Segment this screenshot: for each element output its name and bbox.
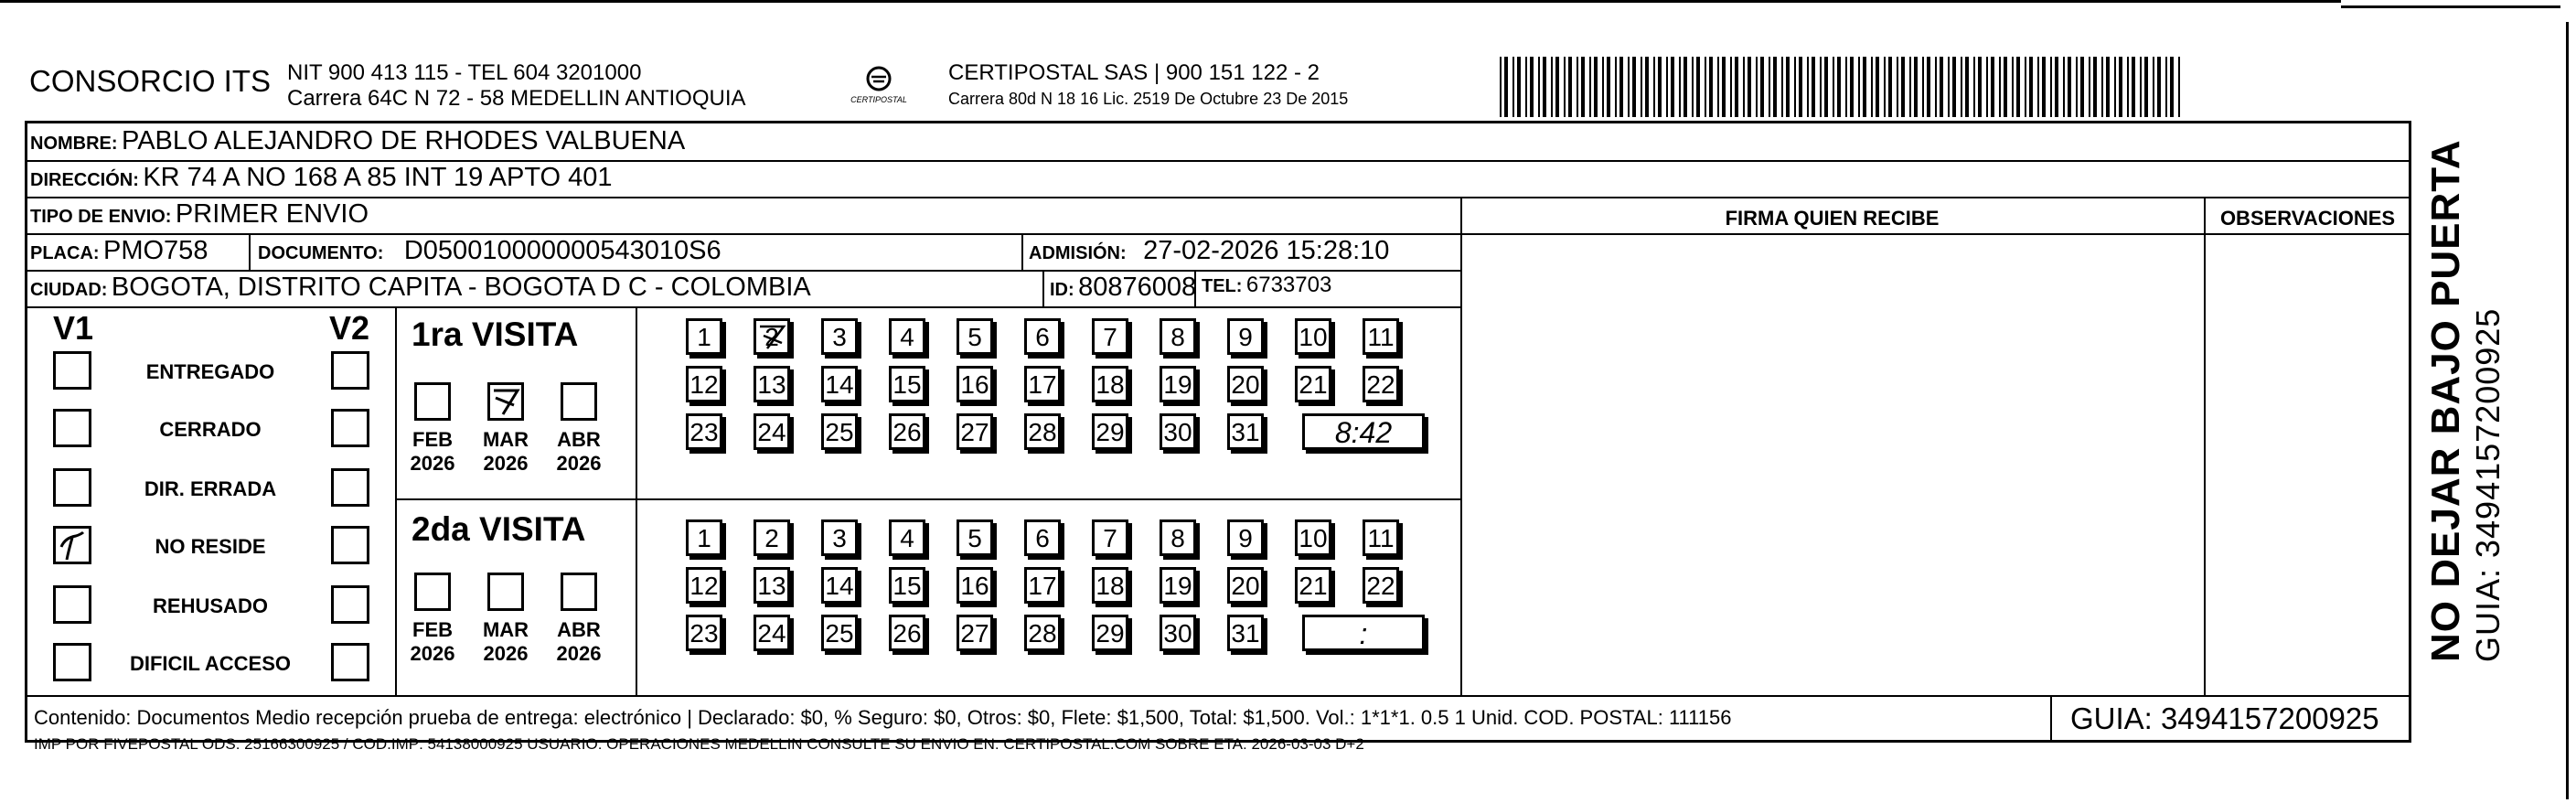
barcode-bar [1935, 57, 1937, 117]
barcode-bar [2004, 57, 2007, 117]
barcode-bar [1786, 57, 1790, 117]
barcode-bar [2119, 57, 2122, 117]
barcode-bar [1773, 57, 1777, 117]
company-address: Carrera 64C N 72 - 58 MEDELLIN ANTIOQUIA [287, 86, 746, 111]
barcode-bar [1504, 57, 1508, 117]
right-border [2566, 22, 2569, 799]
day-box[interactable]: 10 [1295, 318, 1331, 355]
placa-label: PLACA: [30, 243, 100, 263]
day-box[interactable]: 20 [1227, 366, 1264, 402]
barcode-bar [1999, 57, 2001, 117]
day-box[interactable]: 25 [821, 413, 858, 450]
barcode-bar [2165, 57, 2167, 117]
barcode-bar [2106, 57, 2110, 117]
top-border [0, 0, 2341, 3]
barcode-bar [1517, 57, 1521, 117]
day-box[interactable]: 25 [821, 615, 858, 651]
month-year: 2026 [410, 642, 455, 665]
obs-separator [2204, 197, 2206, 695]
visit-separator [395, 498, 1460, 500]
barcode-bar [1683, 57, 1687, 117]
first-visit-title: 1ra VISITA [412, 316, 579, 353]
day-box[interactable]: 2 [754, 519, 790, 556]
day-box[interactable]: 8 [1160, 519, 1196, 556]
day-box[interactable] [754, 318, 790, 355]
barcode-bar [1794, 57, 1796, 117]
ciudad-value: BOGOTA, DISTRITO CAPITA - BOGOTA D C - COLOMBIA [111, 273, 811, 302]
barcode-bar [1850, 57, 1854, 117]
barcode-bar [1965, 57, 1969, 117]
v1-checkbox[interactable] [53, 351, 91, 390]
barcode-bar [2037, 57, 2039, 117]
month-checkbox[interactable] [561, 382, 597, 421]
barcode-bar [1961, 57, 1962, 117]
barcode-bar [1666, 57, 1668, 117]
month-year: 2026 [410, 452, 455, 475]
company-info [287, 60, 746, 112]
tel-value: 6733703 [1245, 273, 1332, 297]
barcode-bar [1973, 57, 1975, 117]
month-name: ABR [557, 428, 601, 451]
barcode-bar [1837, 57, 1841, 117]
barcode-bar [2114, 57, 2116, 117]
day-box[interactable]: 14 [821, 567, 858, 604]
day-box[interactable]: 29 [1092, 615, 1128, 651]
barcode-bar [1607, 57, 1610, 117]
placa-value: PMO758 [103, 236, 208, 265]
barcode-bar [1705, 57, 1706, 117]
barcode-bar [1812, 57, 1815, 117]
day-number: 2 [764, 323, 779, 351]
contents-line: Contenido: Documentos Medio recepción prueba de entrega: electrónico | Declarado: $0, % Seguro: $0, Otros: $0, Flete: $1,500, Total: $1,500. Vol.: 1*1*1. 0.5 1 Unid. COD. POSTAL: 111156 [34, 706, 1732, 729]
day-box[interactable]: 19 [1160, 567, 1196, 604]
barcode-bar [1743, 57, 1745, 117]
guia-number: GUIA: 3494157200925 [2050, 697, 2410, 741]
barcode-bar [1564, 57, 1566, 117]
barcode-bar [1769, 57, 1770, 117]
second-visit-title: 2da VISITA [412, 510, 586, 548]
v1-checkbox[interactable] [53, 585, 91, 624]
day-box[interactable]: 20 [1227, 567, 1264, 604]
v2-header: V2 [329, 309, 370, 347]
barcode-bar [2101, 57, 2103, 117]
time-box[interactable]: : [1302, 615, 1425, 651]
barcode-bar [1500, 57, 1502, 117]
barcode-bar [2170, 57, 2174, 117]
barcode-bar [1781, 57, 1783, 117]
v2-checkbox[interactable] [331, 643, 369, 681]
barcode-bar [1615, 57, 1617, 117]
barcode-bar [2042, 57, 2046, 117]
day-box[interactable]: 19 [1160, 366, 1196, 402]
barcode-bar [1948, 57, 1950, 117]
ciudad-row [30, 273, 811, 303]
barcode-bar [1833, 57, 1834, 117]
day-box[interactable]: 6 [1024, 519, 1061, 556]
direccion-label: DIRECCIÓN: [30, 170, 139, 190]
row-line [25, 233, 2411, 235]
barcode-bar [1512, 57, 1514, 117]
barcode-bar [1679, 57, 1681, 117]
admision-label: ADMISIÓN: [1029, 243, 1127, 263]
barcode-bar [2178, 57, 2180, 117]
month-label [478, 618, 533, 666]
day-box[interactable]: 16 [957, 567, 993, 604]
barcode-bar [1632, 57, 1636, 117]
day-box[interactable]: 27 [957, 615, 993, 651]
day-box[interactable]: 28 [1024, 615, 1061, 651]
v1-checkbox[interactable] [53, 409, 91, 447]
barcode-bar [1696, 57, 1700, 117]
barcode-bar [1551, 57, 1553, 117]
certipostal-nit: CERTIPOSTAL SAS | 900 151 122 - 2 [948, 60, 1320, 85]
certipostal-logo [838, 64, 920, 108]
day-box[interactable]: 16 [957, 366, 993, 402]
row-line [25, 197, 2411, 198]
day-box[interactable]: 14 [821, 366, 858, 402]
v1-checkbox[interactable] [53, 526, 91, 564]
nombre-value: PABLO ALEJANDRO DE RHODES VALBUENA [122, 126, 686, 155]
certipostal-info [948, 60, 1348, 112]
barcode-bar [2055, 57, 2058, 117]
barcode-bar [1824, 57, 1828, 117]
barcode-bar [1589, 57, 1591, 117]
barcode [1500, 57, 2181, 117]
month-name: FEB [412, 428, 453, 451]
barcode-bar [2029, 57, 2033, 117]
day-box[interactable]: 7 [1092, 318, 1128, 355]
barcode-bar [1876, 57, 1879, 117]
day-box[interactable]: 27 [957, 413, 993, 450]
barcode-bar [1986, 57, 1988, 117]
day-box[interactable]: 31 [1227, 413, 1264, 450]
status-separator [395, 306, 397, 695]
barcode-bar [1653, 57, 1655, 117]
month-checkbox[interactable] [414, 382, 451, 421]
tipo-row [30, 199, 369, 230]
day-box[interactable]: 29 [1092, 413, 1128, 450]
barcode-bar [1858, 57, 1860, 117]
documento-row [258, 236, 721, 266]
v1-header: V1 [53, 309, 94, 347]
barcode-bar [1530, 57, 1534, 117]
day-box[interactable]: 12 [686, 567, 722, 604]
day-box[interactable]: 28 [1024, 413, 1061, 450]
day-box[interactable]: 18 [1092, 366, 1128, 402]
status-label: ENTREGADO [145, 360, 275, 383]
logo-text: CERTIPOSTAL [850, 95, 907, 104]
day-box[interactable]: 24 [754, 413, 790, 450]
barcode-bar [2089, 57, 2090, 117]
barcode-bar [2076, 57, 2078, 117]
month-checkbox[interactable] [487, 573, 524, 611]
tel-label: TEL: [1202, 276, 1243, 296]
day-box[interactable]: 1 [686, 318, 722, 355]
tipo-value: PRIMER ENVIO [175, 199, 369, 229]
documento-label: DOCUMENTO: [258, 243, 384, 263]
certipostal-license: Carrera 80d N 18 16 Lic. 2519 De Octubre 23 De 2015 [948, 90, 1349, 108]
day-box[interactable]: 17 [1024, 567, 1061, 604]
month-year: 2026 [483, 642, 529, 665]
barcode-bar [1978, 57, 1982, 117]
month-label [405, 428, 460, 476]
barcode-bar [1991, 57, 1994, 117]
barcode-bar [2127, 57, 2129, 117]
day-box[interactable]: 30 [1160, 413, 1196, 450]
day-box[interactable]: 22 [1363, 366, 1399, 402]
barcode-bar [1645, 57, 1649, 117]
barcode-bar [1909, 57, 1911, 117]
print-info-line: IMP POR FIVEPOSTAL ODS: 25166300925 / COD.IMP: 54138000925 USUARIO: OPERACIONES MEDELLIN CONSULTE SU ENVIO EN: CERTIPOSTAL.COM SOBRE ETA: 2026-03-03 D+2 [34, 735, 1364, 753]
barcode-bar [1807, 57, 1809, 117]
barcode-bar [1748, 57, 1751, 117]
documento-value: D050010000000543010S6 [403, 236, 721, 265]
v2-checkbox[interactable] [331, 468, 369, 507]
month-name: FEB [412, 618, 453, 641]
barcode-bar [1927, 57, 1930, 117]
barcode-bar [2132, 57, 2135, 117]
status-label: NO RESIDE [155, 535, 266, 558]
barcode-bar [2050, 57, 2052, 117]
month-label [405, 618, 460, 666]
day-box[interactable]: 26 [889, 615, 925, 651]
v2-checkbox[interactable] [331, 351, 369, 390]
barcode-bar [2157, 57, 2161, 117]
barcode-bar [1628, 57, 1630, 117]
day-box[interactable]: 17 [1024, 366, 1061, 402]
day-box[interactable]: 21 [1295, 366, 1331, 402]
admision-row [1029, 236, 1389, 266]
barcode-bar [1619, 57, 1623, 117]
month-label [551, 618, 606, 666]
barcode-bar [2080, 57, 2084, 117]
month-name: ABR [557, 618, 601, 641]
status-label: DIFICIL ACCESO [129, 652, 291, 675]
barcode-bar [1901, 57, 1905, 117]
barcode-bar [1692, 57, 1694, 117]
status-label: CERRADO [159, 418, 262, 441]
month-label [551, 428, 606, 476]
barcode-bar [1717, 57, 1719, 117]
day-box[interactable]: 10 [1295, 519, 1331, 556]
barcode-bar [1722, 57, 1726, 117]
v2-checkbox[interactable] [331, 585, 369, 624]
barcode-bar [1671, 57, 1674, 117]
barcode-bar [2153, 57, 2154, 117]
barcode-bar [2063, 57, 2065, 117]
month-checkbox[interactable] [487, 382, 524, 421]
barcode-bar [1577, 57, 1578, 117]
barcode-bar [1952, 57, 1956, 117]
placa-row [30, 236, 208, 266]
month-name: MAR [482, 428, 529, 451]
barcode-bar [1760, 57, 1764, 117]
company-name: CONSORCIO ITS [29, 64, 272, 98]
v1-checkbox[interactable] [53, 468, 91, 507]
no-dejar-text: NO DEJAR BAJO PUERTA [2423, 139, 2468, 662]
day-box[interactable]: 11 [1363, 318, 1399, 355]
day-box[interactable]: 3 [821, 519, 858, 556]
month-separator [636, 306, 637, 695]
barcode-bar [1538, 57, 1540, 117]
ciudad-label: CIUDAD: [30, 280, 108, 300]
day-box[interactable]: 13 [754, 366, 790, 402]
barcode-bar [2016, 57, 2020, 117]
barcode-bar [1799, 57, 1802, 117]
status-label: DIR. ERRADA [144, 477, 277, 500]
barcode-bar [1756, 57, 1758, 117]
admision-value: 27-02-2026 15:28:10 [1143, 236, 1390, 265]
nombre-label: NOMBRE: [30, 134, 118, 154]
admision-separator [1021, 233, 1023, 270]
time-box[interactable]: 8:42 [1302, 413, 1425, 450]
barcode-bar [1555, 57, 1559, 117]
barcode-bar [1884, 57, 1886, 117]
tipo-label: TIPO DE ENVIO: [30, 207, 172, 227]
day-box[interactable]: 11 [1363, 519, 1399, 556]
day-box[interactable]: 4 [889, 519, 925, 556]
top-border-right [2341, 5, 2560, 8]
barcode-bar [2144, 57, 2148, 117]
firma-header: FIRMA QUIEN RECIBE [1725, 207, 1940, 230]
barcode-bar [1897, 57, 1898, 117]
barcode-bar [1543, 57, 1546, 117]
firma-separator [1460, 197, 1462, 695]
id-separator [1042, 270, 1044, 306]
day-box[interactable]: 3 [821, 318, 858, 355]
month-label [478, 428, 533, 476]
day-box[interactable]: 30 [1160, 615, 1196, 651]
barcode-bar [1658, 57, 1662, 117]
company-nit: NIT 900 413 115 - TEL 604 3201000 [287, 60, 642, 85]
barcode-bar [2140, 57, 2142, 117]
day-box[interactable]: 31 [1227, 615, 1264, 651]
v1-checkbox[interactable] [53, 643, 91, 681]
obs-header: OBSERVACIONES [2219, 207, 2396, 230]
direccion-value: KR 74 A NO 168 A 85 INT 19 APTO 401 [143, 163, 613, 192]
status-label: REHUSADO [153, 594, 268, 617]
day-box[interactable]: 9 [1227, 519, 1264, 556]
day-box[interactable]: 4 [889, 318, 925, 355]
v2-checkbox[interactable] [331, 526, 369, 564]
row-line [25, 270, 1460, 272]
day-box[interactable]: 5 [957, 318, 993, 355]
day-box[interactable]: 5 [957, 519, 993, 556]
month-name: MAR [482, 618, 529, 641]
barcode-bar [1594, 57, 1598, 117]
barcode-bar [1871, 57, 1873, 117]
day-box[interactable]: 7 [1092, 519, 1128, 556]
barcode-bar [1602, 57, 1604, 117]
day-box[interactable]: 24 [754, 615, 790, 651]
placa-separator [249, 233, 251, 270]
side-guia: GUIA: 3494157200925 [2469, 307, 2507, 662]
id-label: ID: [1050, 280, 1074, 300]
day-box[interactable]: 8 [1160, 318, 1196, 355]
day-box[interactable]: 15 [889, 567, 925, 604]
barcode-bar [1888, 57, 1892, 117]
barcode-bar [1940, 57, 1943, 117]
day-box[interactable]: 26 [889, 413, 925, 450]
barcode-bar [2025, 57, 2026, 117]
tel-row [1202, 273, 1331, 298]
day-box[interactable]: 18 [1092, 567, 1128, 604]
barcode-bar [2012, 57, 2014, 117]
barcode-bar [1845, 57, 1847, 117]
barcode-bar [1568, 57, 1572, 117]
barcode-bar [1914, 57, 1918, 117]
day-box[interactable]: 22 [1363, 567, 1399, 604]
row-line [25, 306, 1460, 308]
barcode-bar [2093, 57, 2097, 117]
day-box[interactable]: 6 [1024, 318, 1061, 355]
barcode-bar [1709, 57, 1713, 117]
day-box[interactable]: 23 [686, 413, 722, 450]
barcode-bar [1641, 57, 1642, 117]
day-box[interactable]: 13 [754, 567, 790, 604]
month-year: 2026 [556, 642, 602, 665]
barcode-bar [1581, 57, 1585, 117]
barcode-bar [1730, 57, 1732, 117]
barcode-bar [1863, 57, 1866, 117]
barcode-bar [1525, 57, 1527, 117]
barcode-bar [2068, 57, 2071, 117]
day-box[interactable]: 23 [686, 615, 722, 651]
barcode-bar [1735, 57, 1738, 117]
month-year: 2026 [483, 452, 529, 475]
day-box[interactable]: 12 [686, 366, 722, 402]
nombre-row [30, 126, 685, 156]
month-year: 2026 [556, 452, 602, 475]
day-box[interactable]: 21 [1295, 567, 1331, 604]
barcode-bar [1820, 57, 1822, 117]
v2-checkbox[interactable] [331, 409, 369, 447]
id-value: 80876008 [1078, 273, 1197, 302]
month-checkbox[interactable] [561, 573, 597, 611]
direccion-row [30, 163, 613, 193]
day-box[interactable]: 9 [1227, 318, 1264, 355]
month-checkbox[interactable] [414, 573, 451, 611]
barcode-bar [1922, 57, 1924, 117]
side-notice [2423, 113, 2507, 662]
id-row [1050, 273, 1196, 303]
day-box[interactable]: 15 [889, 366, 925, 402]
row-line [25, 160, 2411, 162]
day-box[interactable]: 1 [686, 519, 722, 556]
